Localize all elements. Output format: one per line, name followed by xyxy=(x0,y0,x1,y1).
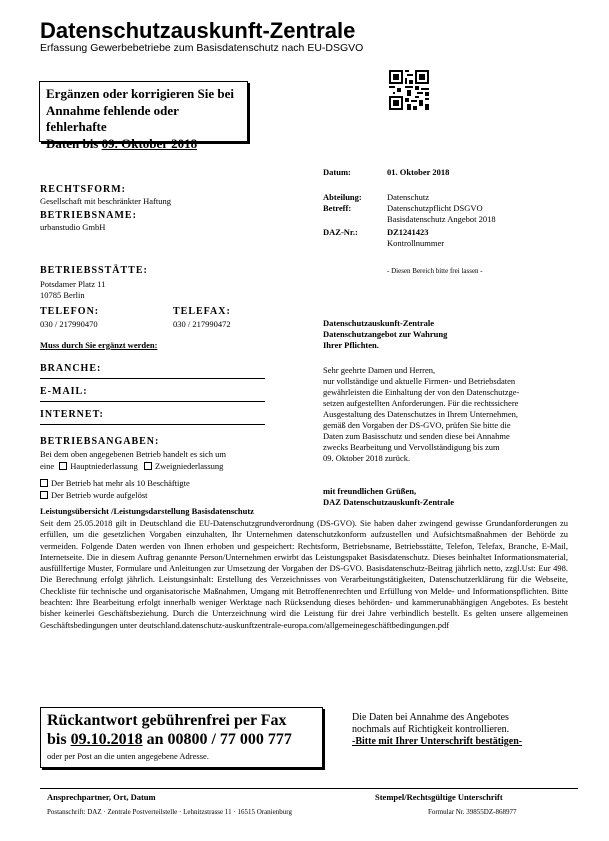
betriebsstaette-label: BETRIEBSSTÄTTE: xyxy=(40,265,148,276)
telefon-value: 030 / 217990470 xyxy=(40,319,98,329)
street: Potsdamer Platz 11 xyxy=(40,279,106,289)
rechtsform-value: Gesellschaft mit beschränkter Haftung xyxy=(40,196,171,206)
datum-value: 01. Oktober 2018 xyxy=(387,167,450,177)
daz-value: DZ1241423 xyxy=(387,227,429,237)
signature-line[interactable] xyxy=(40,788,578,789)
rechtsform-label: RECHTSFORM: xyxy=(40,184,126,195)
datum-label: Datum: xyxy=(323,167,351,177)
letter-heading-2: Datenschutzangebot zur Wahrung xyxy=(323,329,448,339)
must-complete-note: Muss durch Sie ergänzt werden: xyxy=(40,340,158,350)
footer-address: Postanschrift: DAZ · Zentrale Postverteilstelle · Lehnitzstrasse 11 · 16515 Oranienburg xyxy=(47,808,292,816)
mehr-als-10-checkbox[interactable] xyxy=(40,479,48,487)
email-label: E-MAIL: xyxy=(40,386,88,397)
notice-line-1: Ergänzen oder korrigieren Sie bei xyxy=(46,86,234,101)
fax-date: 09.10.2018 xyxy=(70,731,143,748)
fax-reply-box xyxy=(40,707,323,768)
hauptniederlassung-checkbox[interactable] xyxy=(59,462,67,470)
branche-field[interactable] xyxy=(40,378,265,379)
email-field[interactable] xyxy=(40,401,265,402)
betreff-value-2: Basisdatenschutz Angebot 2018 xyxy=(387,214,496,224)
telefax-label: TELEFAX: xyxy=(173,306,231,317)
notice-box xyxy=(39,81,248,151)
daz-label: DAZ-Nr.: xyxy=(323,227,358,237)
services-heading: Leistungsübersicht /Leistungsdarstellung Basisdatenschutz xyxy=(40,506,254,516)
betreff-label: Betreff: xyxy=(323,203,352,213)
betriebsname-label: BETRIEBSNAME: xyxy=(40,210,137,221)
services-text: Seit dem 25.05.2018 gilt in Deutschland die EU-Datenschutzgrundverordnung (DS-GVO). Sie haben daher zwingend gewisse Grundanforderungen zu erfüllen, um die gesetzlichen Vorgaben einzuhalten, Ihr Unternehmen datenschutzkonform aufzustellen und Aufsichtsmaßnahmen der Behörde zu vermeiden. Folgende Daten werden von Ihnen erhoben und gespeichert: Rechtsform, Betriebsname, Betriebsstätte, Telefon, Telefax, Branche, E-Mail, Internetseite. Die in diesem Auftrag genannte Person/Unternehmen erwirbt das Leistungspaket Basisdatenschutz. Dieses beinhaltet Informationsmaterial, ausfüllfertige Muster, Formulare und Anleitungen zur Umsetzung der Vorgaben der DS-GVO. Basisdatenschutz-Beitrag jährlich netto, zzgl.Ust: Eur 498. Die Berechnung erfolgt jährlich. Leistungsinhalt: Erstellung des Verzeichnisses von Verarbeitungstätigkeiten, Datenschutzerklärung für die Webseite, Checkliste für technische und organisatorische Maßnahmen, Umgang mit Betroffenenrechten und Erfüllung von Melde- und Informationspflichten. Bitte beachten: Ihre Bearbeitung erfolgt innerhalb weniger Werktage nach Rücksendung dieses behörden- und kammerunabhängigen Angebotes. Es besteht bisher keinerlei Geschäftsbeziehung. Durch die Unterzeichnung wird die Leistung für drei Jahre verbindlich bestellt. Es gelten unsere allgemeinen Geschäftsbedingungen unter deutschland.datenschutz-auskunftzentrale-europa.com/allgemeinegeschäftbedingungen.pdf xyxy=(40,518,568,630)
notice-line-2: Annahme fehlende oder fehlerhafte xyxy=(46,102,179,134)
page-subtitle: Erfassung Gewerbebetriebe zum Basisdatenschutz nach EU-DSGVO xyxy=(40,42,364,54)
abteilung-label: Abteilung: xyxy=(323,192,362,202)
footer-form-nr: Formular Nr. 39855DZ-868977 xyxy=(428,808,517,816)
daz-sub: Kontrollnummer xyxy=(387,238,445,248)
fax-line-2: bis 09.10.2018 an 00800 / 77 000 777 xyxy=(47,731,292,748)
betriebsname-value: urbanstudio GmbH xyxy=(40,222,106,232)
letter-heading-3: Ihrer Pflichten. xyxy=(323,340,379,350)
confirm-note: Die Daten bei Annahme des Angebotes nochmals auf Richtigkeit kontrollieren. -Bitte mit Ihrer Unterschrift bestätigen- xyxy=(352,712,523,747)
niederlassung-row: eine Hauptniederlassung Zweigniederlassung xyxy=(40,461,224,471)
aufgeloest-row: Der Betrieb wurde aufgelöst xyxy=(40,490,148,500)
notice-line-3: Daten bis 09. Oktober 2018 xyxy=(46,135,198,151)
betriebsangaben-label: BETRIEBSANGABEN: xyxy=(40,436,160,447)
letter-body: nur vollständige und aktuelle Firmen- und Betriebsdaten gewährleisten die Einhaltung der von den Datenschutzge- setzen aufgestellten Anforderungen. Für die rechtssichere Ausgestaltung des Datenschutzes in Ihrem Unternehmen, gemäß den Vorgaben der DS-GVO, prüfen Sie bitte die Daten zum Basisschutz und senden diese bei Annahme zwecks Bearbeitung und Vervollständigung bis zum 09. Oktober 2018 zurück. xyxy=(323,376,520,463)
letter-closing-2: DAZ Datenschutzauskunft-Zentrale xyxy=(323,497,455,507)
betriebsangaben-text: Bei dem oben angegebenen Betrieb handelt es sich um xyxy=(40,449,226,459)
branche-label: BRANCHE: xyxy=(40,363,102,374)
notice-date: 09. Oktober 2018 xyxy=(101,135,198,151)
abteilung-value: Datenschutz xyxy=(387,192,430,202)
telefon-label: TELEFON: xyxy=(40,306,100,317)
zweigniederlassung-checkbox[interactable] xyxy=(144,462,152,470)
internet-label: INTERNET: xyxy=(40,409,104,420)
fax-line-3: oder per Post an die unten angegebene Adresse. xyxy=(47,751,209,761)
qr-code-icon xyxy=(389,70,429,110)
aufgeloest-checkbox[interactable] xyxy=(40,491,48,499)
internet-field[interactable] xyxy=(40,424,265,425)
city: 10785 Berlin xyxy=(40,290,85,300)
letter-salutation: Sehr geehrte Damen und Herren, xyxy=(323,365,436,375)
footer-left-label: Ansprechpartner, Ort, Datum xyxy=(47,792,156,802)
page-title: Datenschutzauskunft-Zentrale xyxy=(40,18,356,43)
letter-heading-1: Datenschutzauskunft-Zentrale xyxy=(323,318,434,328)
letter-closing-1: mit freundlichen Grüßen, xyxy=(323,486,417,496)
fax-line-1: Rückantwort gebührenfrei per Fax xyxy=(47,712,287,729)
footer-right-label: Stempel/Rechtsgültige Unterschrift xyxy=(375,792,503,802)
betreff-value-1: Datenschutzpflicht DSGVO xyxy=(387,203,483,213)
reserved-note: - Diesen Bereich bitte frei lassen - xyxy=(387,267,483,275)
mehr-als-10-row: Der Betrieb hat mehr als 10 Beschäftigte xyxy=(40,478,190,488)
telefax-value: 030 / 217990472 xyxy=(173,319,231,329)
